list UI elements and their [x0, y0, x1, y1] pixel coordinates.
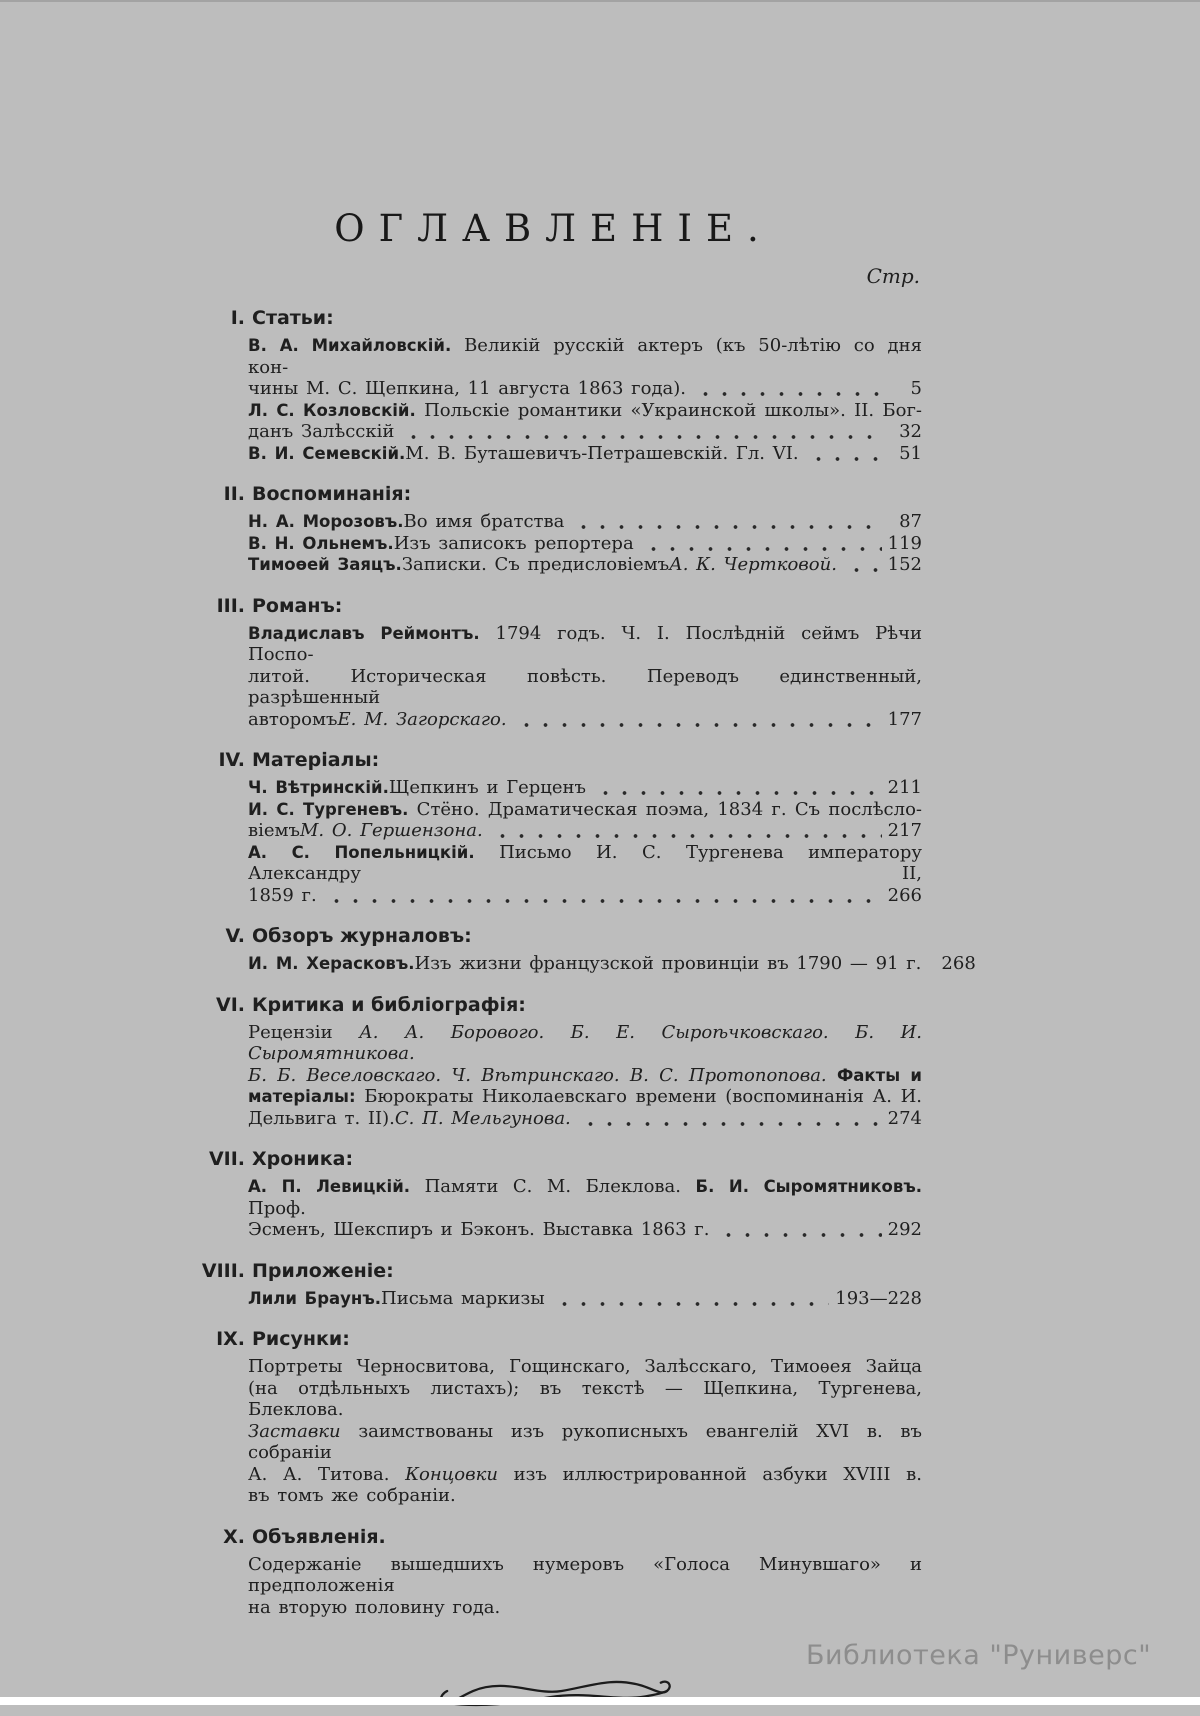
section-title: Матеріалы:: [252, 749, 380, 771]
dot-leader: [325, 885, 882, 907]
section-title: Объявленія.: [252, 1525, 386, 1548]
section-number: X.: [223, 1525, 245, 1548]
section-number: IV.: [218, 749, 245, 771]
author-name: Б. И. Сыромятниковъ.: [695, 1177, 922, 1196]
author-name: Факты и: [836, 1065, 922, 1085]
section-header: [185, 747, 922, 773]
author-name: Тимоѳей Заяцъ.: [248, 555, 402, 574]
toc-line: [248, 443, 922, 465]
toc-line: [248, 1378, 922, 1421]
toc-item: [248, 1356, 922, 1507]
section-items: [185, 1176, 922, 1241]
section-items: [185, 1022, 922, 1130]
toc-line: [248, 623, 922, 666]
entry-text: Рецензіи: [248, 1021, 360, 1043]
toc-line: [248, 953, 976, 975]
entry-text: на вторую половину года.: [248, 1596, 501, 1618]
toc-line: [248, 885, 922, 907]
italic-text: Концовки: [405, 1463, 498, 1485]
dot-leader: [642, 533, 882, 555]
entry-text: Памяти С. М. Блеклова.: [410, 1176, 696, 1197]
section-number: VIII.: [201, 1259, 245, 1282]
section-title: Воспоминанія:: [252, 483, 412, 505]
toc-section: [185, 1146, 922, 1241]
italic-text: Е. М. Загорскаго.: [337, 708, 507, 730]
entry-text: заимствованы изъ рукописныхъ евангелій XVI в. въ собраніи: [248, 1420, 922, 1463]
page-number: 51: [899, 442, 922, 464]
page-number: 292: [887, 1219, 922, 1240]
author-name: Лили Браунъ.: [248, 1288, 382, 1308]
page-number: 268: [941, 953, 976, 974]
author-name: И. М. Херасковъ.: [248, 954, 415, 973]
entry-text: (на отдѣльныхъ листахъ); въ текстѣ — Щепкина, Тургенева, Блеклова.: [248, 1377, 922, 1420]
author-name: матеріалы:: [248, 1087, 356, 1106]
page-number: 217: [887, 820, 922, 841]
section-items: [185, 953, 976, 975]
entry-text: 1794 годъ. Ч. I. Послѣдній сеймъ Рѣчи Поспо-: [248, 622, 922, 665]
entry-text: Проф.: [248, 1197, 306, 1219]
section-items: [185, 777, 922, 906]
author-name: В. Н. Ольнемъ.: [248, 533, 394, 553]
toc-line: [248, 666, 922, 709]
toc-line: [248, 1464, 922, 1486]
toc-line: [248, 335, 922, 378]
toc-item: [248, 623, 922, 731]
toc-section: [185, 747, 922, 906]
section-number: IX.: [216, 1328, 245, 1350]
entry-text: Бюрократы Николаевскаго времени (воспоминанія А. И.: [355, 1086, 922, 1107]
section-header: [185, 481, 922, 507]
toc-item: [248, 335, 922, 400]
toc-line: [248, 1219, 922, 1241]
author-name: И. С. Тургеневъ.: [248, 799, 409, 819]
italic-text: А. К. Чертковой.: [669, 554, 837, 575]
toc-item: [248, 777, 922, 799]
toc-line: [248, 709, 922, 731]
toc-line: [248, 1108, 922, 1130]
toc-line: [248, 1554, 922, 1597]
toc-section: [185, 1326, 922, 1507]
section-header: [185, 1258, 922, 1284]
section-items: [185, 511, 922, 576]
toc-line: [248, 777, 922, 799]
entry-text: чины М. С. Щепкина, 11 августа 1863 года).: [248, 378, 687, 399]
page-number: 211: [887, 777, 922, 798]
author-name: Ч. Вѣтринскій.: [248, 778, 389, 797]
section-number: I.: [230, 307, 245, 329]
dot-leader: [515, 709, 882, 731]
page-number: 177: [887, 708, 922, 730]
author-name: В. А. Михайловскій.: [248, 336, 452, 355]
italic-text: Б. Б. Веселовскаго. Ч. Вѣтринскаго. В. С. Протопопова.: [248, 1064, 827, 1086]
toc-line: [248, 378, 922, 400]
toc-item: [248, 511, 922, 533]
author-name: Н. А. Морозовъ.: [248, 512, 404, 531]
section-header: [185, 593, 922, 619]
dot-leader: [929, 953, 935, 975]
section-number: II.: [223, 483, 245, 505]
italic-text: С. П. Мельгунова.: [394, 1107, 571, 1129]
section-header: [185, 992, 922, 1018]
section-header: [185, 305, 922, 331]
entry-text: данъ Залѣсскій: [248, 421, 395, 442]
section-title: Критика и библіографія:: [252, 993, 526, 1016]
page-number: 119: [887, 532, 922, 554]
toc-line: [248, 1022, 922, 1065]
section-header: [185, 1146, 922, 1172]
entry-text: М. В. Буташевичъ-Петрашевскій. Гл. VI.: [405, 442, 799, 464]
entry-text: Письма маркизы: [381, 1287, 545, 1309]
author-name: В. И. Семевскій.: [248, 443, 406, 463]
scan-bottom-strip: [0, 1697, 1200, 1705]
toc-line: [248, 842, 922, 885]
toc-section: [185, 593, 922, 731]
author-name: Л. С. Козловскій.: [248, 400, 416, 420]
entry-text: віемъ: [248, 820, 300, 841]
dot-leader: [553, 1288, 830, 1310]
section-title: Статьи:: [252, 307, 334, 329]
toc-line: [248, 1356, 922, 1378]
section-items: [185, 335, 922, 464]
toc-item: [248, 1176, 922, 1241]
toc-line: [248, 820, 922, 842]
entry-text: А. А. Титова.: [248, 1463, 406, 1485]
toc-section: [185, 305, 922, 464]
section-number: III.: [216, 594, 245, 617]
toc-line: [248, 554, 922, 576]
toc-line: [248, 1086, 922, 1108]
toc-sections: [185, 305, 976, 1618]
section-header: [185, 1326, 922, 1352]
page-number: 87: [899, 511, 922, 532]
toc-line: [248, 799, 922, 821]
section-items: [185, 623, 922, 731]
entry-text: литой. Историческая повѣсть. Переводъ единственный, разрѣшенный: [248, 665, 922, 708]
toc-line: [248, 533, 922, 555]
dot-leader: [572, 511, 882, 533]
toc-item: [248, 400, 922, 443]
entry-text: Польскіе романтики «Украинской школы». II. Бог-: [415, 399, 923, 421]
author-name: А. С. Попельницкій.: [248, 842, 475, 862]
toc-line: [248, 421, 922, 443]
toc-line: [248, 400, 922, 422]
italic-text: А. А. Борового. Б. Е. Сыроѣчковскаго. Б. И. Сыромятникова.: [248, 1021, 922, 1064]
section-title: Хроника:: [252, 1148, 354, 1170]
page-title: ОГЛАВЛЕНІЕ.: [334, 207, 773, 250]
section-items: [185, 1554, 922, 1619]
section-number: V.: [225, 925, 245, 947]
dot-leader: [594, 777, 882, 799]
entry-text: Стёно. Драматическая поэма, 1834 г. Съ послѣсло-: [408, 798, 922, 820]
page-number: 152: [887, 554, 922, 575]
toc-item: [248, 799, 922, 842]
entry-text: Эсменъ, Шекспиръ и Бэконъ. Выставка 1863 г.: [248, 1219, 710, 1240]
section-number: VII.: [208, 1148, 245, 1170]
section-number: VI.: [216, 993, 245, 1016]
toc-item: [248, 1554, 922, 1619]
toc-item: [248, 953, 976, 975]
entry-text: Письмо И. С. Тургенева императору Александру II,: [248, 841, 922, 884]
dot-leader: [491, 820, 882, 842]
toc-item: [248, 1288, 922, 1310]
page-number: 193—228: [835, 1287, 922, 1309]
dot-leader: [845, 554, 882, 576]
entry-text: Дельвига т. II).: [248, 1107, 395, 1129]
entry-text: Содержаніе вышедшихъ нумеровъ «Голоса Минувшаго» и предположенія: [248, 1553, 922, 1596]
toc-line: [248, 1176, 922, 1219]
library-watermark: Библиотека "Руниверс": [806, 1640, 1152, 1671]
page-column-header: Стр.: [866, 264, 920, 288]
section-title: Романъ:: [252, 594, 343, 617]
toc-item: [248, 533, 922, 555]
toc-line: [248, 1421, 922, 1464]
toc-line: [248, 1485, 922, 1507]
entry-text: 1859 г.: [248, 884, 317, 906]
author-name: А. П. Левицкій.: [248, 1177, 411, 1196]
toc-item: [248, 443, 922, 465]
toc-line: [248, 1288, 922, 1310]
dot-leader: [694, 378, 882, 400]
section-items: [185, 1288, 922, 1310]
entry-text: Изъ записокъ репортера: [393, 532, 634, 554]
section-title: Рисунки:: [252, 1328, 350, 1350]
page-number: 32: [899, 421, 922, 442]
dot-leader: [579, 1108, 882, 1130]
entry-text: Портреты Черносвитова, Гощинскаго, Залѣсскаго, Тимоѳея Зайца: [248, 1356, 922, 1377]
toc-section: [185, 992, 922, 1130]
section-title: Обзоръ журналовъ:: [252, 925, 472, 947]
section-items: [185, 1356, 922, 1507]
toc-section: [185, 481, 922, 576]
flourish-wrap: [185, 1664, 922, 1716]
italic-text: М. О. Гершензона.: [300, 820, 483, 841]
entry-text: изъ иллюстрированной азбуки XVIII в.: [497, 1463, 922, 1485]
toc-section: [185, 923, 976, 975]
toc-line: [248, 1597, 922, 1619]
dot-leader: [402, 421, 882, 443]
italic-text: Заставки: [248, 1420, 341, 1442]
dot-leader: [717, 1219, 881, 1241]
section-title: Приложеніе:: [252, 1259, 394, 1282]
section-header: [185, 923, 922, 949]
entry-text: [827, 1065, 837, 1086]
entry-text: Щепкинъ и Герценъ: [388, 777, 586, 798]
toc-column: [185, 207, 976, 1716]
entry-text: Великій русскій актеръ (къ 50-лѣтію со дня кон-: [248, 335, 922, 378]
page-number: 266: [887, 884, 922, 906]
entry-text: Записки. Съ предисловіемъ: [401, 554, 670, 575]
toc-section: [185, 1524, 922, 1619]
toc-item: [248, 1022, 922, 1130]
entry-text: въ томъ же собраніи.: [248, 1485, 456, 1506]
section-header: [185, 1524, 922, 1550]
toc-line: [248, 1065, 922, 1087]
author-name: Владиславъ Реймонтъ.: [248, 623, 480, 643]
entry-text: авторомъ: [248, 708, 338, 730]
entry-text: Во имя братства: [403, 511, 565, 532]
toc-section: [185, 1258, 922, 1310]
toc-item: [248, 554, 922, 576]
page-number: 274: [887, 1107, 922, 1129]
toc-line: [248, 511, 922, 533]
toc-item: [248, 842, 922, 907]
dot-leader: [807, 443, 882, 465]
page-number: 5: [910, 378, 922, 399]
entry-text: Изъ жизни французской провинціи въ 1790 — 91 г.: [414, 953, 922, 974]
